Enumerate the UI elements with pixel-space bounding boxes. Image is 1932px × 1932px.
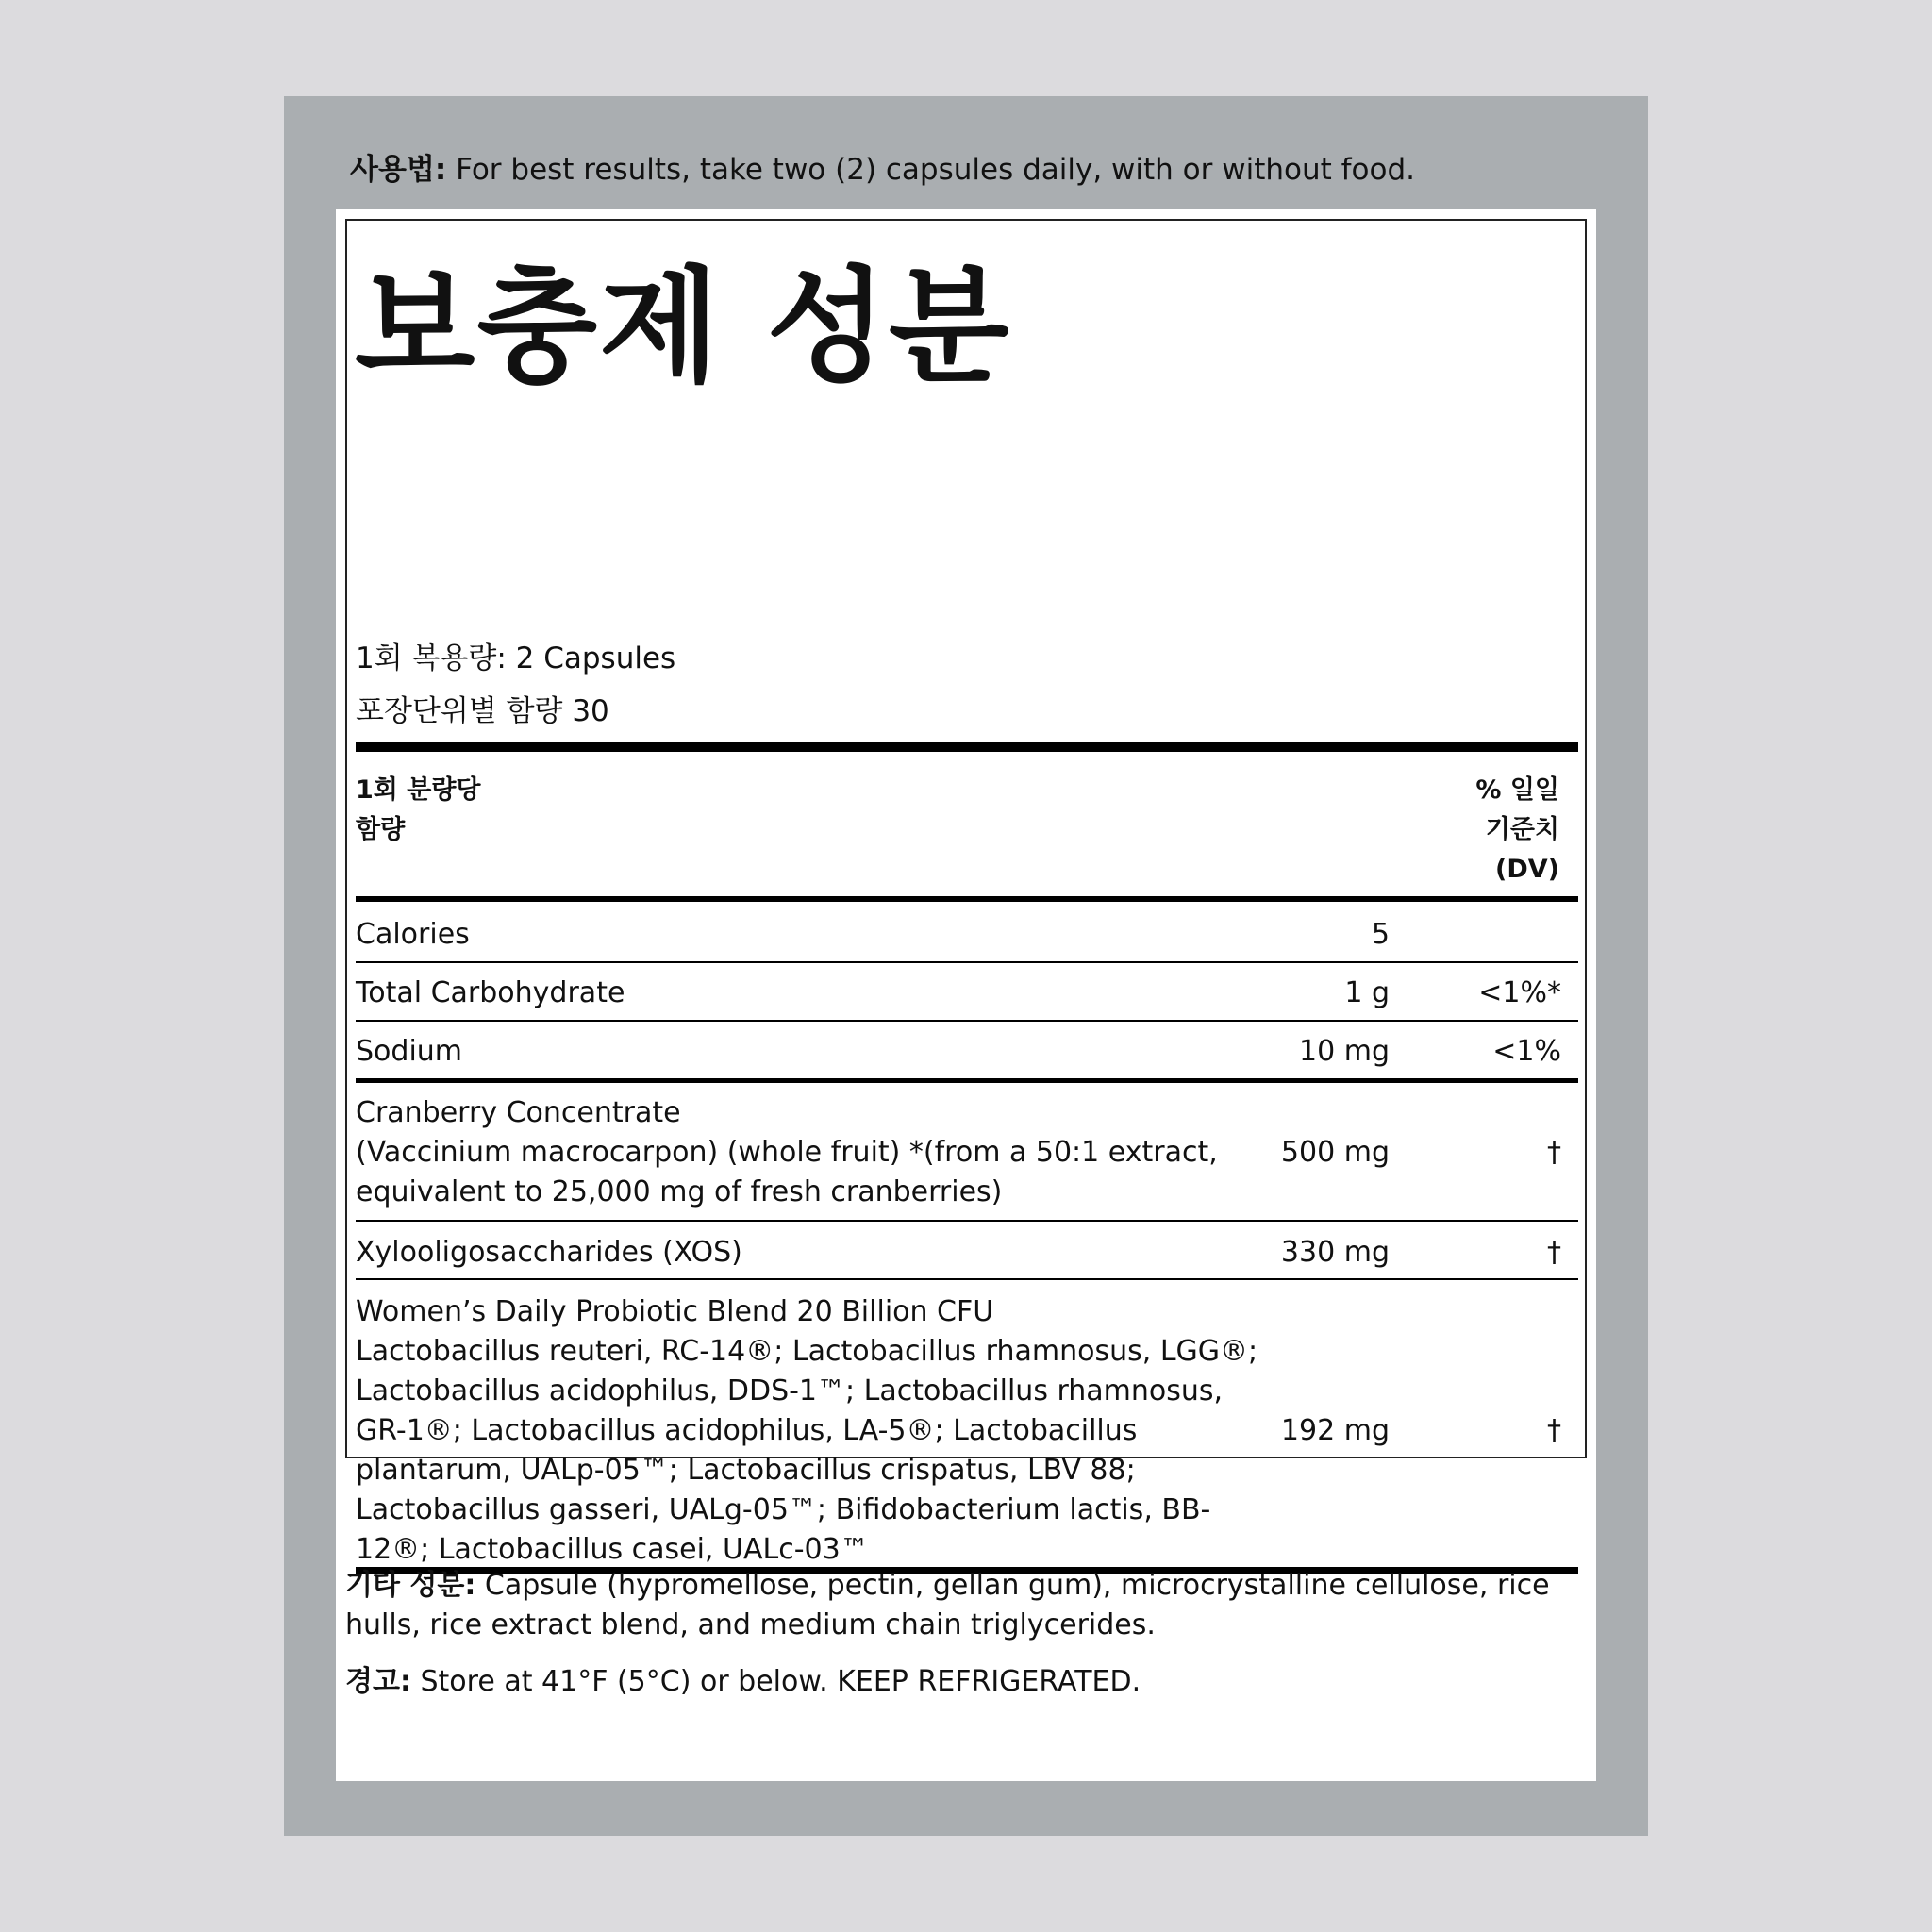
row-amount: 330 mg [1280,1236,1390,1269]
row-dv: † [1547,1236,1561,1269]
row-name-block [356,1292,1257,1570]
thin-divider [356,1020,1578,1022]
header-left-line: 함량 [356,815,406,844]
medium-divider [356,1078,1578,1083]
row-name-line: (Vaccinium macrocarpon) (whole fruit) *(from a 50:1 extract, [356,1136,1218,1169]
warning-line-1 [345,1662,1587,1702]
directions-text: For best results, take two (2) capsules daily, with or without food. [446,153,1416,187]
row-name: Xylooligosaccharides (XOS) [356,1236,742,1269]
label-card [336,209,1596,1781]
warning [345,1662,1587,1702]
row-amount: 500 mg [1280,1136,1390,1169]
supplement-facts-box [345,219,1587,1566]
row-amount: 5 [1371,918,1390,951]
row-name-line: equivalent to 25,000 mg of fresh cranberries) [356,1175,1003,1208]
row-dv: † [1547,1136,1561,1169]
thick-divider [356,896,1578,902]
header-right-line: (DV) [1495,855,1559,884]
table-row [356,1032,1578,1072]
other-ingredients-text: Capsule (hypromellose, pectin, gellan gum), microcrystalline cellulose, rice hulls, rice extract blend, and medium chain triglycerides. [345,1569,1550,1641]
table-row [356,1233,1578,1273]
table-row [356,1292,1578,1570]
serving-size: 1회 복용량: 2 Capsules [356,641,676,675]
warning-label: 경고: [345,1665,411,1698]
row-amount: 192 mg [1280,1414,1390,1447]
row-dv: <1%* [1478,976,1561,1009]
row-name-line: GR-1®; Lactobacillus acidophilus, LA-5®; Lactobacillus [356,1414,1138,1447]
row-dv: <1% [1492,1035,1561,1068]
row-name: Calories [356,918,470,951]
row-name-line: 12®; Lactobacillus casei, UALc-03™ [356,1533,869,1566]
warning-text: Store at 41°F (5°C) or below. KEEP REFRIGERATED. [410,1665,1141,1698]
amount-per-serving-header [356,771,481,850]
table-row [356,974,1578,1013]
header-right-line: 기준치 [1485,815,1559,844]
thick-divider [356,742,1578,752]
daily-value-header [1475,771,1559,890]
row-name-block [356,1093,1218,1212]
thin-divider [356,961,1578,963]
label-panel [284,96,1648,1836]
other-ingredients-label: 기타 성분: [345,1569,476,1602]
row-name-line: plantarum, UALp-05™; Lactobacillus crispatus, LBV 88; [356,1454,1136,1487]
row-name: Sodium [356,1035,463,1068]
row-name-line: Lactobacillus acidophilus, DDS-1™; Lactobacillus rhamnosus, [356,1374,1224,1407]
row-name-line: Lactobacillus reuteri, RC-14®; Lactobacillus rhamnosus, LGG®; [356,1335,1258,1368]
thin-divider [356,1220,1578,1222]
row-amount: 10 mg [1299,1035,1390,1068]
row-name: Total Carbohydrate [356,976,625,1009]
thin-divider [356,1278,1578,1280]
row-name-line: Lactobacillus gasseri, UALg-05™; Bifidobacterium lactis, BB- [356,1493,1211,1526]
header-right-line: % 일일 [1475,775,1559,805]
header-left-line: 1회 분량당 [356,775,481,805]
directions [350,151,1595,189]
servings-per-container: 포장단위별 함량 30 [356,694,609,728]
table-row [356,1093,1578,1212]
directions-label: 사용법: [350,153,447,187]
table-row [356,915,1578,955]
other-ingredients [345,1566,1587,1645]
row-name-line: Women’s Daily Probiotic Blend 20 Billion CFU [356,1295,994,1328]
row-dv: † [1547,1414,1561,1447]
facts-title: 보충제 성분 [355,255,1011,400]
row-name-line: Cranberry Concentrate [356,1096,681,1129]
row-amount: 1 g [1344,976,1390,1009]
